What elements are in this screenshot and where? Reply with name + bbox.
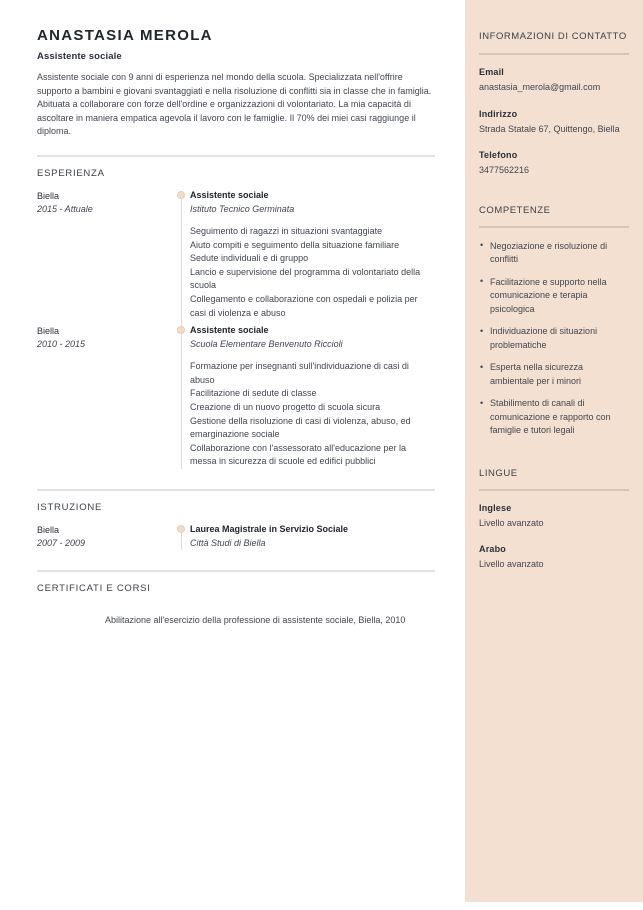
entry-dates: 2007 - 2009 — [37, 537, 86, 548]
skill-item: • Negoziazione e risoluzione di conflitti — [479, 240, 629, 267]
language-level: Livello avanzato — [479, 559, 544, 569]
entry-title: Assistente sociale — [190, 325, 269, 336]
entry-title: Assistente sociale — [190, 189, 269, 200]
duty-item: Seguimento di ragazzi in situazioni svantaggiate — [190, 225, 383, 236]
address-value: Strada Statale 67, Quittengo, Biella — [479, 123, 620, 134]
language-name: Arabo — [479, 544, 507, 554]
profile-summary: Assistente sociale con 9 anni di esperienza nel mondo della scuola. Specializzata nell'offrire supporto a bambini e giovani svantaggiati e nella risoluzione di conflitti sia in classe che in famiglia. Abituata a collaborare con forze dell'ordine e organizzazioni di volontariato. La mia capacità di ascoltare in maniera empatica agevola il lavoro con le famiglie. Il 70% dei miei casi raggiunge il diploma. — [37, 72, 432, 137]
entry-date-location — [37, 324, 177, 469]
languages-list — [479, 503, 629, 572]
duty-item: Facilitazione di sedute di classe — [190, 388, 317, 399]
entry-date-location — [37, 189, 177, 320]
certificate-text: Abilitazione all'esercizio della professione di assistente sociale, Biella, 2010 — [105, 614, 406, 625]
timeline-marker — [177, 324, 190, 469]
skill-item: • Individuazione di situazioni problematiche — [479, 325, 629, 352]
entry-title: Laurea Magistrale in Servizio Sociale — [190, 523, 349, 534]
entry-duties — [190, 360, 435, 469]
email-label: Email — [479, 67, 505, 77]
skill-item: • Stabilimento di canali di comunicazione e rapporto con famiglie e tutori legali — [479, 397, 629, 438]
sidebar-divider — [479, 226, 629, 228]
duty-item: Creazione di un nuovo progetto di scuola sicura — [190, 401, 381, 412]
experience-heading: ESPERIENZA — [37, 167, 105, 179]
languages-heading: LINGUE — [479, 467, 518, 479]
experience-list — [37, 189, 435, 473]
entry-dates: 2015 - Attuale — [37, 203, 93, 214]
timeline-line — [181, 334, 183, 469]
entry-dates: 2010 - 2015 — [37, 339, 86, 350]
skills-list — [479, 240, 629, 438]
section-divider — [37, 155, 435, 157]
skill-item: • Esperta nella sicurezza ambientale per i minori — [479, 361, 629, 388]
experience-entry — [37, 189, 435, 324]
language-level: Livello avanzato — [479, 517, 544, 528]
education-list — [37, 523, 435, 554]
certificate-entry — [37, 604, 435, 628]
entry-details — [190, 523, 435, 550]
duty-item: Sedute individuali e di gruppo — [190, 253, 309, 264]
timeline-marker — [177, 523, 190, 550]
entry-date-location — [37, 523, 177, 550]
sidebar-divider — [479, 53, 629, 55]
education-section — [37, 489, 435, 554]
education-heading: ISTRUZIONE — [37, 501, 103, 513]
timeline-dot-icon — [177, 326, 185, 334]
phone-value: 3477562216 — [479, 165, 530, 175]
certificates-heading: CERTIFICATI E CORSI — [37, 582, 151, 594]
entry-details — [190, 324, 435, 469]
timeline-line — [181, 533, 183, 550]
timeline-dot-icon — [177, 191, 185, 199]
entry-location: Biella — [37, 190, 60, 201]
address-label: Indirizzo — [479, 108, 518, 119]
email-value: anastasia_merola@gmail.com — [479, 82, 601, 92]
experience-entry — [37, 324, 435, 473]
page-title: ANASTASIA MEROLA — [37, 27, 213, 44]
entry-duties — [190, 225, 435, 320]
job-role-subtitle: Assistente sociale — [37, 51, 122, 62]
timeline-dot-icon — [177, 525, 185, 533]
timeline-line — [181, 199, 183, 330]
entry-organization: Città Studi di Biella — [190, 537, 266, 548]
spacer — [479, 447, 629, 467]
duty-item: Aiuto compiti e seguimento della situazione familiare — [190, 239, 400, 250]
duty-item: Gestione della risoluzione di casi di violenza, abuso, ed emarginazione sociale — [190, 415, 411, 440]
duty-item: Collegamento e collaborazione con ospedali e polizia per casi di violenza e abuso — [190, 293, 418, 318]
education-entry — [37, 523, 435, 554]
duty-item: Formazione per insegnanti sull'individuazione di casi di abuso — [190, 361, 409, 385]
skill-item: • Facilitazione e supporto nella comunicazione e terapia psicologica — [479, 276, 629, 317]
language-name: Inglese — [479, 502, 512, 513]
skills-heading: COMPETENZE — [479, 204, 551, 216]
section-divider — [37, 570, 435, 572]
section-divider — [37, 489, 435, 491]
duty-item: Lancio e supervisione del programma di volontariato della scuola — [190, 266, 421, 291]
sidebar — [465, 0, 643, 902]
main-content — [0, 0, 465, 627]
entry-location: Biella — [37, 326, 60, 337]
certificates-list — [37, 604, 435, 628]
phone-label: Telefono — [479, 150, 518, 160]
sidebar-divider — [479, 489, 629, 491]
certificates-section — [37, 570, 435, 628]
entry-organization: Scuola Elementare Benvenuto Riccioli — [190, 339, 343, 350]
contact-info-heading: INFORMAZIONI DI CONTATTO — [479, 31, 627, 42]
experience-section — [37, 155, 435, 473]
entry-details — [190, 189, 435, 320]
timeline-marker — [177, 189, 190, 320]
duty-item: Collaborazione con l'assessorato all'educazione per la messa in sicurezza di scuole ed edifici pubblici — [190, 442, 407, 467]
entry-location: Biella — [37, 524, 60, 535]
spacer — [479, 178, 629, 204]
entry-organization: Istituto Tecnico Germinata — [190, 203, 295, 214]
